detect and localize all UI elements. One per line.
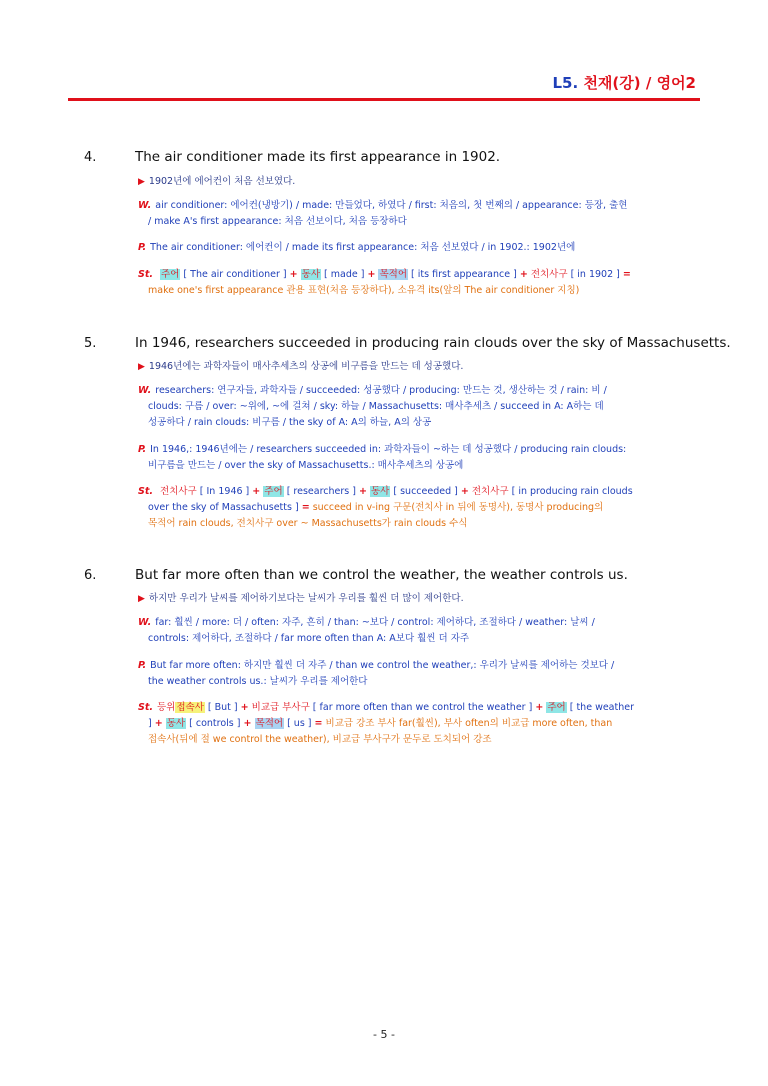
header-rule	[68, 98, 700, 101]
prep-value: [ In 1946 ]	[199, 486, 250, 497]
words-line: / make A's first appearance: 처음 선보이다, 처음 등장하다	[148, 216, 407, 227]
verb-value: [ controls ]	[189, 718, 241, 729]
english-sentence: The air conditioner made its first appearance in 1902.	[135, 149, 501, 165]
words-block	[138, 198, 664, 230]
subject-value: [ The air conditioner ]	[183, 269, 287, 280]
st-tag: St.	[138, 486, 153, 497]
page-number: - 5 -	[373, 1028, 395, 1041]
structure-note: 목적어 rain clouds, 전치사구 over ~ Massachusetts가 rain clouds 수식	[148, 518, 468, 529]
structure-note: succeed in v-ing 구문(전치사 in 뒤에 동명사), 동명사 producing의	[312, 502, 604, 513]
triangle-icon: ▶	[138, 362, 145, 372]
verb-value: [ succeeded ]	[393, 486, 458, 497]
structure-block: St. 전치사구 [ In 1946 ] + 주어 [ researchers ] + 동사 [ succeeded ] + 전치사구 [ in producing rain clouds over the sky of Massachusetts ] = succeed in v-ing 구문(전치사 in 뒤에 동명사), 동명사 producing의 목적어 rain clouds, 전치사구 over ~ Massachusetts가 rain clouds 수식	[138, 486, 633, 529]
words-block	[138, 383, 664, 431]
subject-value: [ the weather	[569, 702, 635, 713]
st-tag: St.	[138, 269, 153, 280]
phrases-line: the weather controls us.: 날씨가 우리를 제어한다	[148, 676, 368, 687]
st-tag: St.	[138, 702, 153, 713]
page-header	[553, 72, 697, 93]
publisher-label: 천재(강)	[583, 74, 641, 92]
subject-label: 주어	[547, 702, 566, 713]
words-line: controls: 제어하다, 조절하다 / far more often than A: A보다 훨씬 더 자주	[148, 633, 470, 644]
conj-prefix: 등위	[157, 702, 176, 713]
lesson-label: L5.	[552, 74, 579, 92]
translation-text: 1946년에는 과학자들이 매사추세츠의 상공에 비구름을 만드는 데 성공했다.	[148, 361, 464, 372]
w-tag: W.	[138, 617, 152, 628]
subject-label: 주어	[161, 269, 180, 280]
header-slash: /	[645, 74, 652, 92]
subject-label: 영어2	[656, 74, 696, 92]
object-label: 목적어	[379, 269, 408, 280]
words-line: air conditioner: 에어컨(냉방기) / made: 만들었다, 하였다 / first: 처음의, 첫 번째의 / appearance: 등장, 출현	[155, 200, 628, 211]
verb-value: [ made ]	[324, 269, 365, 280]
phrases-block	[138, 442, 664, 474]
subject-value: ]	[148, 718, 152, 729]
phrases-line: In 1946,: 1946년에는 / researchers succeeded in: 과학자들이 ~하는 데 성공했다 / producing rain clouds:	[150, 444, 627, 455]
comparative-label: 비교급 부사구	[251, 702, 310, 713]
structure-note: 접속사(뒤에 절 we control the weather), 비교급 부사구가 문두로 도치되어 강조	[148, 734, 492, 745]
translation	[138, 590, 464, 604]
subject-label: 주어	[264, 486, 283, 497]
item-number: 5.	[84, 336, 97, 351]
prep-label: 전치사구	[530, 269, 568, 280]
words-line: 성공하다 / rain clouds: 비구름 / the sky of A: A의 하늘, A의 상공	[148, 417, 432, 428]
translation	[138, 358, 463, 372]
translation-text: 1902년에 에어컨이 처음 선보였다.	[148, 176, 296, 187]
phrases-block	[138, 658, 664, 690]
phrases-line: 비구름을 만드는 / over the sky of Massachusetts.: 매사추세츠의 상공에	[148, 460, 464, 471]
triangle-icon: ▶	[138, 594, 145, 604]
w-tag: W.	[138, 200, 152, 211]
words-line: researchers: 연구자들, 과학자들 / succeeded: 성공했다 / producing: 만드는 것, 생산하는 것 / rain: 비 /	[155, 385, 607, 396]
verb-label: 동사	[370, 486, 390, 497]
verb-label: 동사	[166, 718, 186, 729]
words-line: far: 훨씬 / more: 더 / often: 자주, 흔히 / than: ~보다 / control: 제어하다, 조절하다 / weather: 날씨 /	[155, 617, 595, 628]
triangle-icon: ▶	[138, 177, 145, 187]
item-number: 6.	[84, 568, 97, 583]
english-sentence: But far more often than we control the weather, the weather controls us.	[135, 567, 628, 583]
phrases-line: The air conditioner: 에어컨이 / made its first appearance: 처음 선보였다 / in 1902.: 1902년에	[150, 242, 576, 253]
subject-value: [ researchers ]	[286, 486, 356, 497]
prep-value: [ in producing rain clouds	[511, 486, 633, 497]
prep-value: over the sky of Massachusetts ]	[148, 502, 299, 513]
phrases-block	[138, 240, 664, 256]
p-tag: P.	[138, 660, 147, 671]
english-sentence: In 1946, researchers succeeded in producing rain clouds over the sky of Massachusetts.	[135, 335, 731, 351]
comparative-value: [ far more often than we control the weather ]	[312, 702, 533, 713]
words-block	[138, 615, 664, 647]
translation	[138, 173, 295, 187]
phrases-line: But far more often: 하지만 훨씬 더 자주 / than we control the weather,: 우리가 날씨를 제어하는 것보다 /	[150, 660, 615, 671]
prep-label: 전치사구	[471, 486, 509, 497]
object-value: [ its first appearance ]	[411, 269, 517, 280]
p-tag: P.	[138, 444, 147, 455]
verb-label: 동사	[301, 269, 321, 280]
conjunction-value: [ But ]	[207, 702, 238, 713]
object-label: 목적어	[255, 718, 284, 729]
structure-block: St. 등위접속사 [ But ] + 비교급 부사구 [ far more often than we control the weather ] + 주어 [ the weather ] + 동사 [ controls ] + 목적어 [ us ] = 비교급 강조 부사 far(훨씬), 부사 often의 비교급 more often, than 접속사(뒤에 절 we control the weather), 비교급 부사구가 문두로 도치되어 강조	[138, 702, 635, 745]
object-value: [ us ]	[287, 718, 312, 729]
item-number: 4.	[84, 150, 97, 165]
w-tag: W.	[138, 385, 152, 396]
prep-label: 전치사구	[160, 486, 197, 497]
structure-note: make one's first appearance 관용 표현(처음 등장하다), 소유격 its(앞의 The air conditioner 지칭)	[148, 285, 580, 296]
structure-block: St. 주어 [ The air conditioner ] + 동사 [ made ] + 목적어 [ its first appearance ] + 전치사구 [ in 1902 ] = make one's first appearance 관용 표현(처음 등장하다), 소유격 its(앞의 The air conditioner 지칭)	[138, 269, 631, 296]
structure-note: 비교급 강조 부사 far(훨씬), 부사 often의 비교급 more often, than	[325, 718, 613, 729]
translation-text: 하지만 우리가 날씨를 제어하기보다는 날씨가 우리를 훨씬 더 많이 제어한다.	[148, 593, 464, 604]
prep-value: [ in 1902 ]	[570, 269, 620, 280]
words-line: clouds: 구름 / over: ~위에, ~에 걸쳐 / sky: 하늘 / Massachusetts: 매사추세츠 / succeed in A: A하는 데	[148, 401, 604, 412]
conjunction-label: 접속사	[176, 702, 204, 713]
p-tag: P.	[138, 242, 147, 253]
